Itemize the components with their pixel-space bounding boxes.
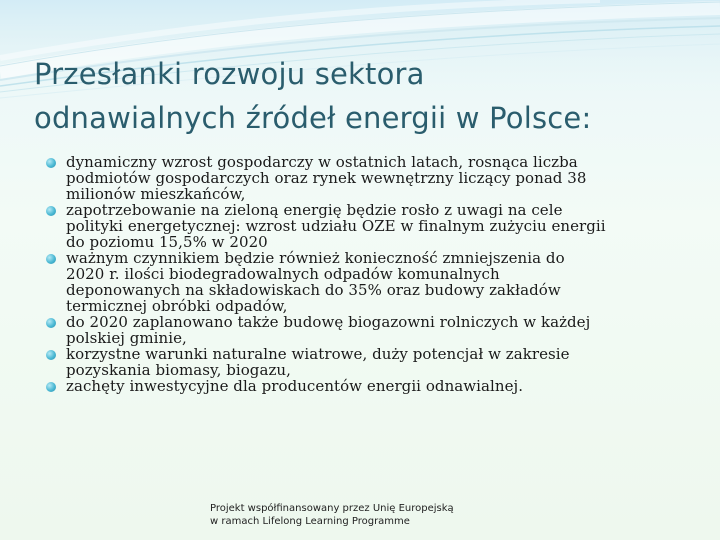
bullet-dot-icon <box>46 318 56 328</box>
bullet-dot-icon <box>46 254 56 264</box>
bullet-line: zachęty inwestycyjne dla producentów energii odnawialnej. <box>66 377 524 395</box>
bullet-line: polityki energetycznej: wzrost udziału OZE w finalnym zużyciu energii <box>66 217 606 235</box>
footer-line-2: w ramach Lifelong Learning Programme <box>210 516 410 527</box>
bullet-item <box>46 378 702 394</box>
bullet-item <box>46 346 702 378</box>
bullet-line: deponowanych na składowiskach do 35% oraz budowy zakładów <box>66 281 561 299</box>
bullet-item <box>46 314 702 346</box>
bullet-line: milionów mieszkańców, <box>66 185 246 203</box>
footer-line-1: Projekt współfinansowany przez Unię Europejską <box>210 503 454 514</box>
bullet-line: polskiej gminie, <box>66 329 187 347</box>
bullet-dot-icon <box>46 350 56 360</box>
bullet-line: korzystne warunki naturalne wiatrowe, duży potencjał w zakresie <box>66 345 570 363</box>
bullet-list <box>46 154 702 394</box>
footer-credit <box>210 502 510 528</box>
bullet-dot-icon <box>46 206 56 216</box>
bullet-line: do poziomu 15,5% w 2020 <box>66 233 268 251</box>
bullet-line: podmiotów gospodarczych oraz rynek wewnętrzny liczący ponad 38 <box>66 169 587 187</box>
bullet-line: 2020 r. ilości biodegradowalnych odpadów komunalnych <box>66 265 500 283</box>
bullet-item <box>46 250 702 314</box>
bullet-item <box>46 202 702 250</box>
slide-title <box>34 52 694 140</box>
bullet-line: do 2020 zaplanowano także budowę biogazowni rolniczych w każdej <box>66 313 591 331</box>
bullet-item <box>46 154 702 202</box>
bullet-line: zapotrzebowanie na zieloną energię będzie rosło z uwagi na cele <box>66 201 563 219</box>
slide-title-line-1: Przesłanki rozwoju sektora <box>34 57 425 91</box>
bullet-dot-icon <box>46 382 56 392</box>
bullet-line: pozyskania biomasy, biogazu, <box>66 361 291 379</box>
bullet-line: ważnym czynnikiem będzie również konieczność zmniejszenia do <box>66 249 565 267</box>
slide-title-line-2: odnawialnych źródeł energii w Polsce: <box>34 101 592 135</box>
bullet-line: dynamiczny wzrost gospodarczy w ostatnich latach, rosnąca liczba <box>66 153 578 171</box>
bullet-dot-icon <box>46 158 56 168</box>
bullet-line: termicznej obróbki odpadów, <box>66 297 288 315</box>
